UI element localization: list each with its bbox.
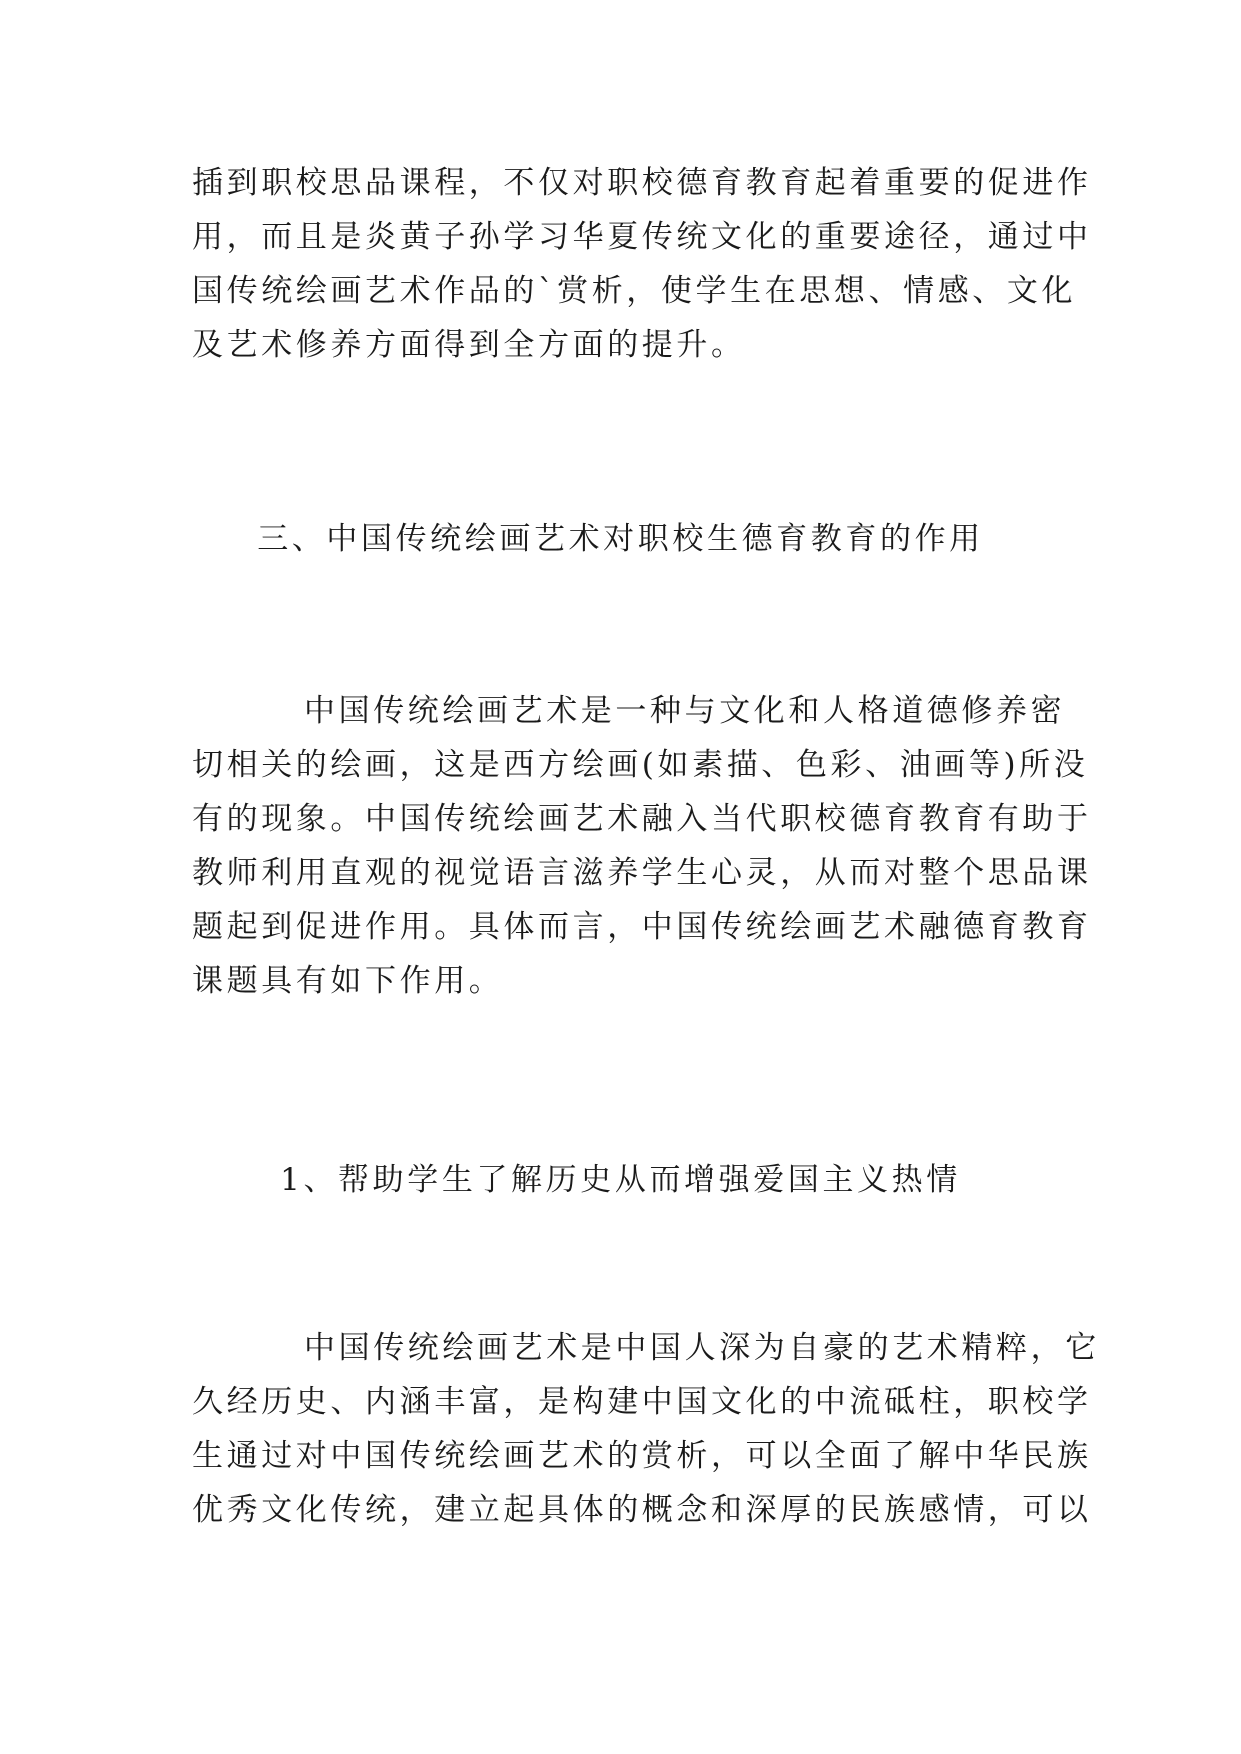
section-heading: 三、中国传统绘画艺术对职校生德育教育的作用 (257, 521, 984, 557)
paragraph-line: 生通过对中国传统绘画艺术的赏析，可以全面了解中华民族 (192, 1438, 1092, 1474)
paragraph-line: 用，而且是炎黄子孙学习华夏传统文化的重要途径，通过中 (192, 219, 1092, 255)
paragraph-line: 教师利用直观的视觉语言滋养学生心灵，从而对整个思品课 (192, 855, 1092, 891)
paragraph-line: 优秀文化传统，建立起具体的概念和深厚的民族感情，可以 (192, 1492, 1092, 1528)
paragraph-line: 有的现象。中国传统绘画艺术融入当代职校德育教育有助于 (192, 801, 1092, 837)
paragraph-line: 中国传统绘画艺术是中国人深为自豪的艺术精粹，它 (304, 1330, 1100, 1366)
subsection-heading: 1、帮助学生了解历史从而增强爱国主义热情 (280, 1162, 961, 1198)
paragraph (192, 1321, 1100, 1537)
paragraph-line: 插到职校思品课程，不仅对职校德育教育起着重要的促进作 (192, 165, 1092, 201)
paragraph-line: 及艺术修养方面得到全方面的提升。 (192, 327, 746, 363)
paragraph-continuation (192, 156, 1092, 372)
paragraph-line: 题起到促进作用。具体而言，中国传统绘画艺术融德育教育 (192, 909, 1092, 945)
paragraph-line: 国传统绘画艺术作品的`赏析，使学生在思想、情感、文化 (192, 273, 1077, 309)
paragraph (192, 684, 1092, 1008)
paragraph-line: 中国传统绘画艺术是一种与文化和人格道德修养密 (304, 693, 1066, 729)
paragraph-line: 切相关的绘画，这是西方绘画(如素描、色彩、油画等)所没 (192, 747, 1089, 783)
paragraph-line: 久经历史、内涵丰富，是构建中国文化的中流砥柱，职校学 (192, 1384, 1092, 1420)
paragraph-line: 课题具有如下作用。 (192, 963, 504, 999)
